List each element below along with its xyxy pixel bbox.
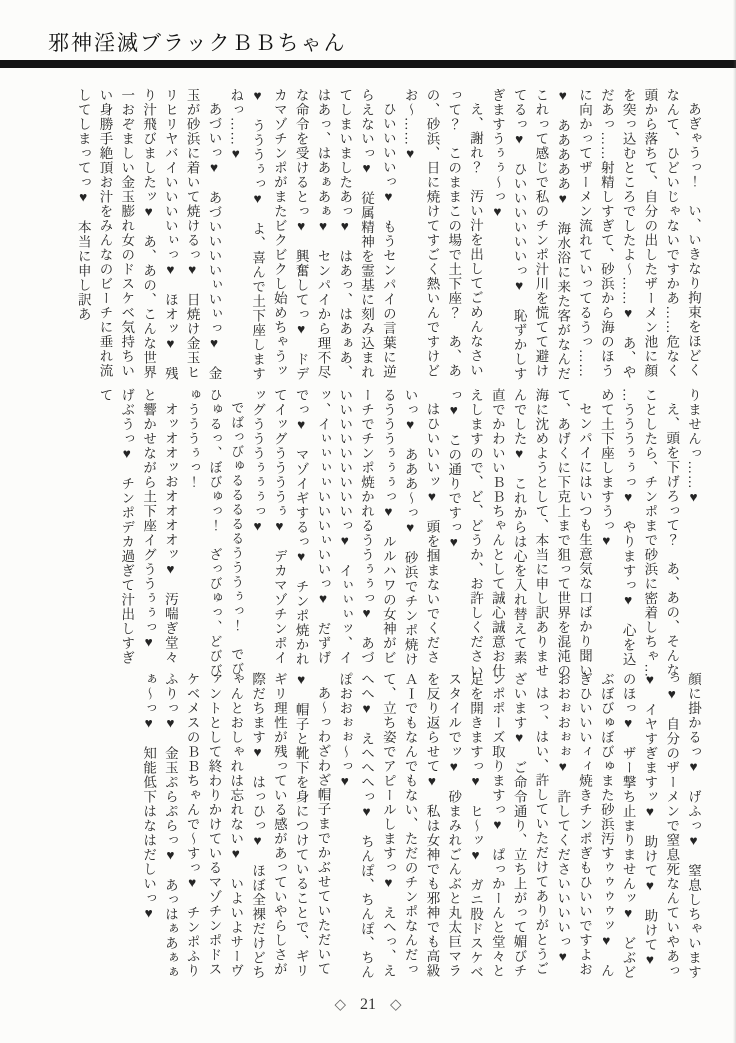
paragraph: はっ、はい、許していただけてありがとうございます♥ ご命令通り、立ち上がって媚びチンポポーズ取りますっ♥ ぱっかーんと堂々と足を開きますっ♥ ヒ～ッ♥ ガニ股ドスケベスタイルでッ♥ 砂まみれごんぶと丸太巨マラを反り返らせて♥ 私は女神でも邪神でも高級ＡＩでもなんでもない、ただのチンポなんだって、立ち姿でアピールしますっ♥ えへっ、えへへ♥ えへへへっ♥ ちんぽ、ちんぽ、ちんぽおおぉぉ～っ♥ <box>337 672 549 980</box>
text-band-3 <box>137 672 704 988</box>
paragraph: え、頭を下げろって？ あ、あの、そんなことしたら、チンポまで砂浜に密着しちゃ……うううぅぅっ♥ やりますっ♥ 心を込めて土下座しますうっ♥ <box>598 388 680 678</box>
paragraph: え、謝れ？ 汚い汁を出してごめんなさいって？ このままこの場で土下座？ あ、あの、砂浜、日に焼けてすごく熱いんですけどお～……♥ <box>402 88 484 378</box>
paragraph: オッオオッおオオオオッ♥ 汚喘ぎ堂々と響かせながら土下座イグううぅぅっ♥ げぶうっ♥ チンポデカ過ぎて汁出しすぎて <box>97 388 178 665</box>
paragraph: あぎゃうっ！ い、いきなり拘束をほどくなんて、ひどいじゃないですかあ……危なく頭から落ちて、自分の出したザーメン池に顔を突っ込むところでしたよ～……♥ あ、やだあっ……射精しすぎて、砂浜から海のほうに向かってザーメン流れていってるうっ……♥ あああああ♥ 海水浴に来た客がなんだこれって感じで私のチンポ汁川を慌てて避けてるっ♥ ひいいいいいいっ♥ 恥ずかしすぎますうぅぅ～っ♥ <box>489 88 701 381</box>
sfx-paragraph: でばっびゅるるるるるうううぅっ！ でびひゅるっ、ぼびゅっ！ ざっびゅっ、どびびゅうううぅっ！ <box>184 388 244 678</box>
paragraph: 顔に掛かるっ♥ げふっ♥ 窒息しちゃいますっ♥ 自分のザーメンで窒息死なんていやあっ♥ イヤすぎますッ♥ 助けて♥ 助けて♥ のほっ♥ ザー撃ち止まりませんッ♥ どぶどぶぼびゅぼびゅまた砂浜汚すゥゥゥゥッ♥ んぎひいいいィィ焼きチンポぎもひいいですよおおおぉおぉぉ♥ 許してくださいいいいっ♥ <box>555 672 701 983</box>
text-band-1 <box>72 88 704 390</box>
diamond-icon-right: ◇ <box>390 997 402 1013</box>
paragraph: あづいっ♥ あづいいいいぃいぃっ♥ 金玉が砂浜に着いて焼けるっ♥ 日焼け金玉ヒリヒリヤバイいいいいぃっ♥ ほオッ♥ 残り汁飛びましたッ♥ あ、あの、こんな世界一おぞましい金玉膨れ女のドスケベ気持ちいい身勝手絶頂お汁をみんなのビーチに垂れ流してしまってっ♥ 本当に申し訳あ <box>75 88 222 381</box>
page-number: 21 <box>360 996 376 1013</box>
paragraph: ひいいいいっ♥ もうセンパイの言葉に逆らえないっ♥ 従属精神を霊基に刻み込まれてしまいましたあっ♥ はあっ、はあぁあ、はあっ、はあぁあぁ♥ センパイから理不尽な命令を受けるとっ♥ 興奮してっ♥ ドデカマゾチンポがまたビクビクし始めちゃうッ♥ うううぅっ♥ よ、喜んで土下座しますねっ……♥ <box>228 88 396 381</box>
paragraph: あ～っわざわざ帽子までかぶせていただいて♥ 帽子と靴下を身につけていることで、ギリギリ理性が残っている感があっていやらしさが際だちます♥ はっひっ♥ ほぼ全裸だけどちゃんとおしゃれは忘れない♥ いよいよサーヴァントとして終わりかけているマゾチンポドスケベメスのＢＢちゃんで～すっ♥ チンポふりふりっ♥ 金玉ぷらぷらっ♥ あっはぁあぁぁぁ～っ♥ 知能低下はなはだしいっ♥ <box>141 672 331 980</box>
diamond-icon-left: ◇ <box>334 997 346 1013</box>
paragraph: センパイにはいつも生意気な口ばかり聞いて、あげくに下克上まで狙って世界を混沌の海に沈めようとして、本当に申し訳ありませんでした♥ これからは心を入れ替えて素直でかわいいＢＢちゃんとして誠心誠意お仕えしますので、ど、どうか、お許しくださいっ♥ この通りですっ♥ <box>446 388 593 678</box>
paragraph: はひいいいッ♥ 頭を掴まないでくださいっ♥ あああ～っ♥ 砂浜でチンポ焼けるうううぅぅぅっ♥ ルルハワの女神がビーチでチンポ焼かれるううぅぅっ♥ あづいいいいいいいいいっ♥ イぃぃぃッ、イッ、イぃぃぃぃいいいぃいいっ♥ だずげでっ♥ マゾイギするっ♥ チンポ焼かれてイッグううううぅ♥ デカマゾチンポイッグうううぅぅぅっ♥ <box>250 388 440 667</box>
paragraph: りませんっ……♥ <box>686 388 701 506</box>
title-divider-rule <box>0 60 736 68</box>
page-footer <box>0 995 736 1014</box>
page-title: 邪神淫滅ブラックＢＢちゃん <box>48 31 347 55</box>
text-band-2 <box>94 388 704 678</box>
